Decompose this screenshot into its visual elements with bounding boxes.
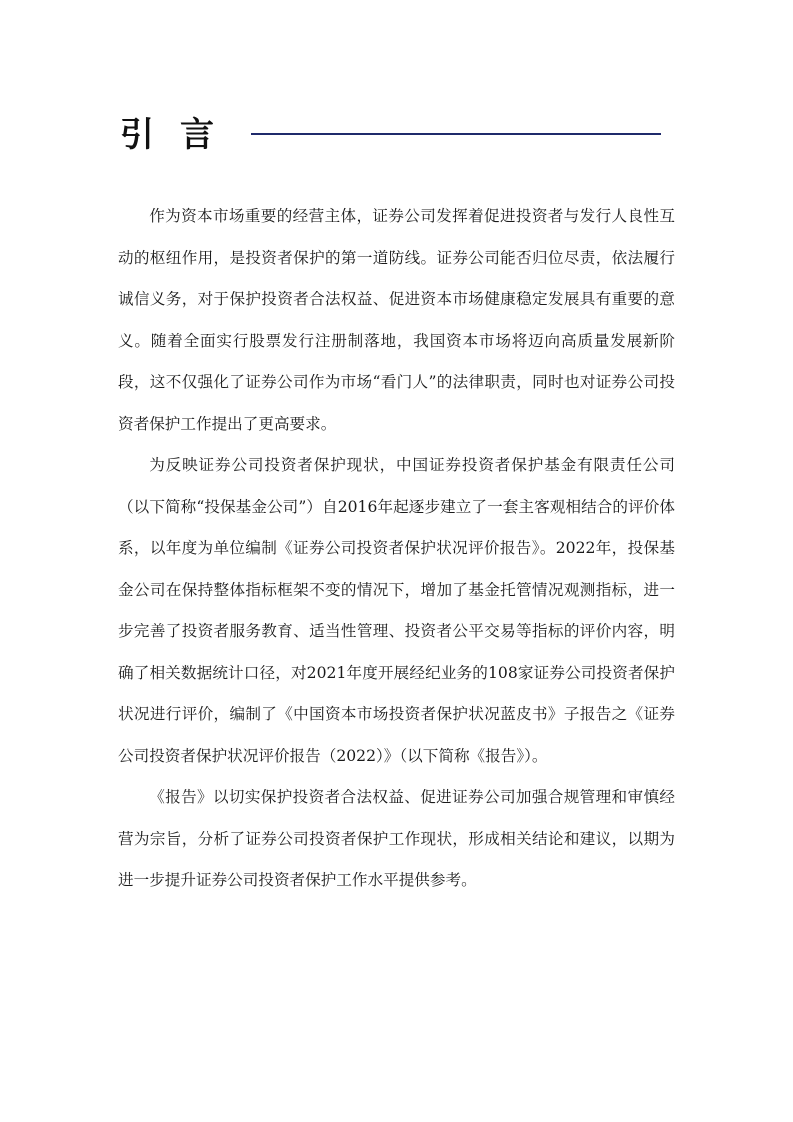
body-text [118,196,675,902]
heading-divider [251,133,661,135]
paragraph-intro: 作为资本市场重要的经营主体，证券公司发挥着促进投资者与发行人良性互动的枢纽作用，是投资者保护的第一道防线。证券公司能否归位尽责，依法履行诚信义务，对于保护投资者合法权益、促进资本市场健康稳定发展具有重要的意义。随着全面实行股票发行注册制落地，我国资本市场将迈向高质量发展新阶段，这不仅强化了证券公司作为市场“看门人”的法律职责，同时也对证券公司投资者保护工作提出了更高要求。 [118,207,675,433]
paragraph-background: 为反映证券公司投资者保护现状，中国证券投资者保护基金有限责任公司（以下简称“投保基金公司”）自2016年起逐步建立了一套主客观相结合的评价体系，以年度为单位编制《证券公司投资者保护状况评价报告》。2022年，投保基金公司在保持整体指标框架不变的情况下，增加了基金托管情况观测指标，进一步完善了投资者服务教育、适当性管理、投资者公平交易等指标的评价内容，明确了相关数据统计口径，对2021年度开展经纪业务的108家证券公司投资者保护状况进行评价，编制了《中国资本市场投资者保护状况蓝皮书》子报告之《证券公司投资者保护状况评价报告（2022）》（以下简称《报告》）。 [118,456,675,765]
section-heading [120,112,680,164]
paragraph-purpose: 《报告》以切实保护投资者合法权益、促进证券公司加强合规管理和审慎经营为宗旨，分析了证券公司投资者保护工作现状，形成相关结论和建议，以期为进一步提升证券公司投资者保护工作水平提供参考。 [118,788,675,889]
page-title: 引言 [120,115,240,155]
